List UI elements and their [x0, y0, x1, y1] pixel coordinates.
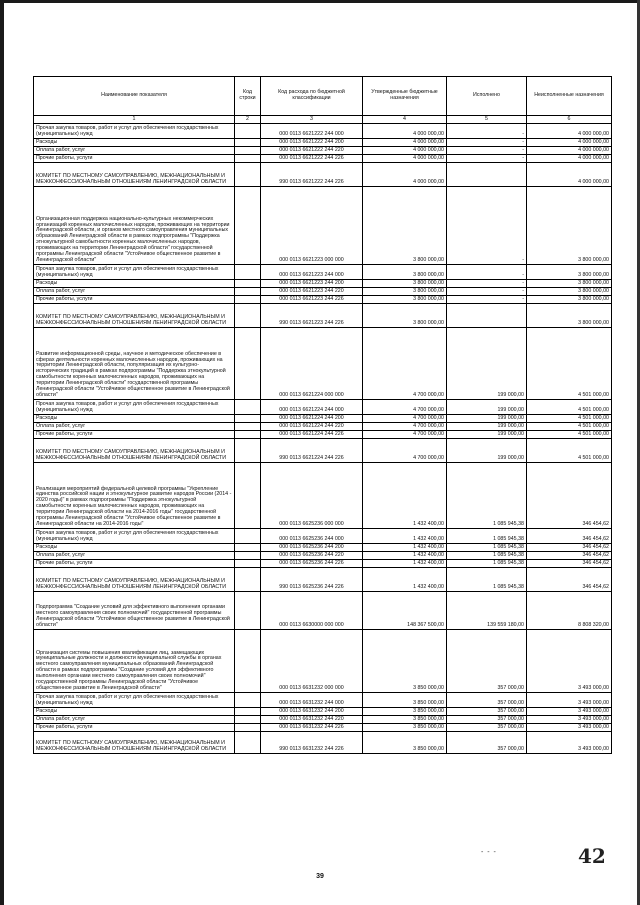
row-remaining: 346 454,62	[527, 552, 612, 560]
header-name: Наименование показателя	[34, 77, 235, 116]
row-approved: 4 700 000,00	[363, 400, 447, 415]
row-budget-code: 000 0113 6621223 244 226	[261, 296, 363, 304]
header-executed: Исполнено	[447, 77, 527, 116]
header-budget-code: Код расхода по бюджетной классификации	[261, 77, 363, 116]
table-row	[34, 155, 612, 163]
row-executed	[447, 304, 527, 328]
row-remaining: 4 000 000,00	[527, 155, 612, 163]
row-remaining: 3 493 000,00	[527, 724, 612, 732]
row-line-code	[235, 296, 261, 304]
row-line-code	[235, 592, 261, 630]
row-budget-code: 000 0113 6625236 244 000	[261, 529, 363, 544]
row-remaining: 3 800 000,00	[527, 187, 612, 265]
table-row	[34, 304, 612, 328]
row-name: КОМИТЕТ ПО МЕСТНОМУ САМОУПРАВЛЕНИЮ, МЕЖНАЦИОНАЛЬНЫМ И МЕЖКОНФЕССИОНАЛЬНЫМ ОТНОШЕНИЯМ ЛЕНИНГРАДСКОЙ ОБЛАСТИ	[34, 568, 235, 592]
table-header-row	[34, 77, 612, 116]
row-remaining: 3 800 000,00	[527, 304, 612, 328]
row-line-code	[235, 732, 261, 754]
row-approved: 1 432 400,00	[363, 568, 447, 592]
row-remaining: 4 501 000,00	[527, 328, 612, 400]
row-line-code	[235, 568, 261, 592]
row-remaining: 4 000 000,00	[527, 124, 612, 139]
row-line-code	[235, 431, 261, 439]
row-line-code	[235, 288, 261, 296]
row-executed: -	[447, 147, 527, 155]
row-executed: -	[447, 139, 527, 147]
table-row	[34, 147, 612, 155]
table-row	[34, 400, 612, 415]
page-mark: - - -	[481, 849, 497, 856]
row-approved: 4 700 000,00	[363, 415, 447, 423]
row-name: Прочие работы, услуги	[34, 560, 235, 568]
row-remaining: 3 800 000,00	[527, 296, 612, 304]
row-name: КОМИТЕТ ПО МЕСТНОМУ САМОУПРАВЛЕНИЮ, МЕЖНАЦИОНАЛЬНЫМ И МЕЖКОНФЕССИОНАЛЬНЫМ ОТНОШЕНИЯМ ЛЕНИНГРАДСКОЙ ОБЛАСТИ	[34, 439, 235, 463]
row-line-code	[235, 400, 261, 415]
row-name: Прочие работы, услуги	[34, 431, 235, 439]
page-number: 39	[316, 873, 324, 880]
table-row	[34, 552, 612, 560]
row-executed: 357 000,00	[447, 732, 527, 754]
row-name: Прочая закупка товаров, работ и услуг для обеспечения государственных (муниципальных) нужд	[34, 265, 235, 280]
row-approved: 4 000 000,00	[363, 147, 447, 155]
row-budget-code: 000 0113 6621222 244 200	[261, 139, 363, 147]
row-name: Прочие работы, услуги	[34, 724, 235, 732]
table-row	[34, 529, 612, 544]
table-body	[34, 124, 612, 754]
header-line-code: Код строки	[235, 77, 261, 116]
row-name: Расходы	[34, 280, 235, 288]
row-line-code	[235, 265, 261, 280]
row-budget-code: 000 0113 6621223 244 200	[261, 280, 363, 288]
row-budget-code: 000 0113 6625236 000 000	[261, 463, 363, 529]
row-executed: -	[447, 296, 527, 304]
row-budget-code: 990 0113 6625236 244 226	[261, 568, 363, 592]
row-approved: 1 432 400,00	[363, 552, 447, 560]
row-budget-code: 990 0113 6631232 244 226	[261, 732, 363, 754]
row-remaining: 3 493 000,00	[527, 732, 612, 754]
row-approved: 3 850 000,00	[363, 716, 447, 724]
row-budget-code: 000 0113 6621224 244 200	[261, 415, 363, 423]
table-row	[34, 423, 612, 431]
scan-edge-top	[0, 0, 640, 3]
row-line-code	[235, 304, 261, 328]
row-name: Развитие информационной среды, научное и методическое обеспечение в сферах деятельности коренных малочисленных народов, проживающих на территории Ленинградской области, популяризация их культурно-исторических традиций в рамках подпрограммы "Поддержка этнокультурной самобытности коренных малочисленных народов, проживающих на территории Ленинградской области" государственной программы Ленинградской области "Устойчивое общественное развитие в Ленинградской области"	[34, 328, 235, 400]
row-executed: -	[447, 124, 527, 139]
row-budget-code: 000 0113 6625236 244 220	[261, 552, 363, 560]
row-remaining: 4 000 000,00	[527, 163, 612, 187]
row-name: Оплата работ, услуг	[34, 288, 235, 296]
row-line-code	[235, 724, 261, 732]
table-row	[34, 431, 612, 439]
row-approved: 1 432 400,00	[363, 529, 447, 544]
row-approved: 4 000 000,00	[363, 155, 447, 163]
row-line-code	[235, 124, 261, 139]
row-line-code	[235, 439, 261, 463]
row-executed: 199 000,00	[447, 439, 527, 463]
table-row	[34, 124, 612, 139]
row-remaining: 4 501 000,00	[527, 415, 612, 423]
table-row	[34, 328, 612, 400]
row-remaining: 3 800 000,00	[527, 288, 612, 296]
row-line-code	[235, 155, 261, 163]
row-executed: 199 000,00	[447, 431, 527, 439]
table-row	[34, 187, 612, 265]
row-line-code	[235, 552, 261, 560]
row-approved: 4 700 000,00	[363, 431, 447, 439]
header-approved: Утвержденные бюджетные назначения	[363, 77, 447, 116]
row-executed: 357 000,00	[447, 708, 527, 716]
row-remaining: 346 454,62	[527, 568, 612, 592]
table-row	[34, 288, 612, 296]
row-line-code	[235, 529, 261, 544]
row-name: Прочая закупка товаров, работ и услуг для обеспечения государственных (муниципальных) нужд	[34, 400, 235, 415]
row-executed: -	[447, 187, 527, 265]
row-remaining: 346 454,62	[527, 560, 612, 568]
row-executed: 199 000,00	[447, 423, 527, 431]
row-approved: 4 000 000,00	[363, 163, 447, 187]
row-remaining: 346 454,62	[527, 544, 612, 552]
row-remaining: 4 000 000,00	[527, 147, 612, 155]
table-row	[34, 265, 612, 280]
row-executed: 1 085 945,38	[447, 529, 527, 544]
table-row	[34, 693, 612, 708]
row-remaining: 3 493 000,00	[527, 630, 612, 693]
row-budget-code: 000 0113 6621222 244 220	[261, 147, 363, 155]
row-approved: 3 850 000,00	[363, 693, 447, 708]
row-executed: -	[447, 280, 527, 288]
table-row	[34, 568, 612, 592]
column-number-row	[34, 116, 612, 124]
row-line-code	[235, 463, 261, 529]
column-number: 3	[261, 116, 363, 124]
table-row	[34, 163, 612, 187]
row-executed: 1 085 945,38	[447, 568, 527, 592]
table-row	[34, 708, 612, 716]
column-number: 4	[363, 116, 447, 124]
row-executed: 1 085 945,38	[447, 463, 527, 529]
row-approved: 4 700 000,00	[363, 423, 447, 431]
scan-edge-left	[0, 0, 4, 905]
row-remaining: 4 501 000,00	[527, 400, 612, 415]
row-line-code	[235, 693, 261, 708]
row-executed: 357 000,00	[447, 716, 527, 724]
row-budget-code: 000 0113 6621222 244 000	[261, 124, 363, 139]
row-name: Подпрограмма "Создание условий для эффективного выполнения органами местного самоуправления своих полномочий" государственной программы Ленинградской области "Устойчивое общественное развитие в Ленинградской области"	[34, 592, 235, 630]
table-row	[34, 463, 612, 529]
row-budget-code: 990 0113 6621224 244 226	[261, 439, 363, 463]
row-executed: 1 085 945,38	[447, 560, 527, 568]
row-approved: 4 000 000,00	[363, 139, 447, 147]
row-remaining: 4 501 000,00	[527, 423, 612, 431]
row-name: Оплата работ, услуг	[34, 147, 235, 155]
row-budget-code: 000 0113 6621223 244 220	[261, 288, 363, 296]
row-approved: 1 432 400,00	[363, 544, 447, 552]
row-remaining: 4 501 000,00	[527, 431, 612, 439]
row-name: КОМИТЕТ ПО МЕСТНОМУ САМОУПРАВЛЕНИЮ, МЕЖНАЦИОНАЛЬНЫМ И МЕЖКОНФЕССИОНАЛЬНЫМ ОТНОШЕНИЯМ ЛЕНИНГРАДСКОЙ ОБЛАСТИ	[34, 732, 235, 754]
table-row	[34, 716, 612, 724]
row-approved: 3 800 000,00	[363, 280, 447, 288]
row-executed: 199 000,00	[447, 328, 527, 400]
row-approved: 3 800 000,00	[363, 265, 447, 280]
row-name: Прочие работы, услуги	[34, 155, 235, 163]
table-row	[34, 439, 612, 463]
row-approved: 3 800 000,00	[363, 187, 447, 265]
row-approved: 3 850 000,00	[363, 630, 447, 693]
row-executed	[447, 163, 527, 187]
row-executed: -	[447, 265, 527, 280]
row-line-code	[235, 716, 261, 724]
column-number: 5	[447, 116, 527, 124]
row-budget-code: 990 0113 6621223 244 226	[261, 304, 363, 328]
row-line-code	[235, 328, 261, 400]
row-budget-code: 000 0113 6621224 244 226	[261, 431, 363, 439]
row-executed: 139 559 180,00	[447, 592, 527, 630]
row-executed: 1 085 945,38	[447, 552, 527, 560]
row-line-code	[235, 139, 261, 147]
row-name: Оплата работ, услуг	[34, 423, 235, 431]
row-approved: 4 700 000,00	[363, 439, 447, 463]
row-executed: 357 000,00	[447, 693, 527, 708]
row-approved: 1 432 400,00	[363, 560, 447, 568]
row-budget-code: 000 0113 6621222 244 226	[261, 155, 363, 163]
row-remaining: 3 493 000,00	[527, 693, 612, 708]
row-line-code	[235, 708, 261, 716]
row-remaining: 3 800 000,00	[527, 280, 612, 288]
row-executed: -	[447, 288, 527, 296]
row-executed: 199 000,00	[447, 415, 527, 423]
header-remaining: Неисполненные назначения	[527, 77, 612, 116]
row-name: Прочая закупка товаров, работ и услуг для обеспечения государственных (муниципальных) нужд	[34, 124, 235, 139]
row-budget-code: 000 0113 6625236 244 226	[261, 560, 363, 568]
budget-execution-table	[33, 76, 612, 754]
table-row	[34, 139, 612, 147]
row-line-code	[235, 560, 261, 568]
row-budget-code: 000 0113 6621224 244 000	[261, 400, 363, 415]
row-budget-code: 000 0113 6621223 000 000	[261, 187, 363, 265]
row-remaining: 346 454,62	[527, 463, 612, 529]
row-remaining: 8 808 320,00	[527, 592, 612, 630]
row-name: КОМИТЕТ ПО МЕСТНОМУ САМОУПРАВЛЕНИЮ, МЕЖНАЦИОНАЛЬНЫМ И МЕЖКОНФЕССИОНАЛЬНЫМ ОТНОШЕНИЯМ ЛЕНИНГРАДСКОЙ ОБЛАСТИ	[34, 304, 235, 328]
row-approved: 148 367 500,00	[363, 592, 447, 630]
row-budget-code: 000 0113 6631232 244 000	[261, 693, 363, 708]
row-executed: 357 000,00	[447, 724, 527, 732]
row-remaining: 3 800 000,00	[527, 265, 612, 280]
row-name: Расходы	[34, 415, 235, 423]
row-approved: 3 850 000,00	[363, 708, 447, 716]
row-line-code	[235, 163, 261, 187]
table-row	[34, 560, 612, 568]
row-name: Реализация мероприятий федеральной целевой программы "Укрепление единства российской нации и этнокультурное развитие народов России (2014 - 2020 годы)" в рамках подпрограммы "Поддержка этнокультурной самобытности коренных малочисленных народов, проживающих на территории Ленинградской области на 2014-2016 годы" государственной программы Ленинградской области "Устойчивое общественное развитие в Ленинградской области на 2014-2016 годы"	[34, 463, 235, 529]
row-approved: 4 700 000,00	[363, 328, 447, 400]
row-name: Прочая закупка товаров, работ и услуг для обеспечения государственных (муниципальных) нужд	[34, 693, 235, 708]
row-approved: 3 800 000,00	[363, 288, 447, 296]
row-name: Расходы	[34, 544, 235, 552]
row-approved: 4 000 000,00	[363, 124, 447, 139]
row-budget-code: 000 0113 6631232 000 000	[261, 630, 363, 693]
row-executed: 1 085 945,38	[447, 544, 527, 552]
row-line-code	[235, 423, 261, 431]
row-remaining: 4 501 000,00	[527, 439, 612, 463]
row-name: Расходы	[34, 139, 235, 147]
row-name: Прочая закупка товаров, работ и услуг для обеспечения государственных (муниципальных) нужд	[34, 529, 235, 544]
row-name: Организация системы повышения квалификации лиц, замещающих муниципальные должности и должности муниципальной службы в органах местного самоуправления муниципальных образований Ленинградской области в рамках подпрограммы "Создание условий для эффективного выполнения органами местного самоуправления своих полномочий" государственной программы Ленинградской области "Устойчивое общественное развитие в Ленинградской области"	[34, 630, 235, 693]
row-approved: 3 800 000,00	[363, 296, 447, 304]
column-number: 2	[235, 116, 261, 124]
table-row	[34, 630, 612, 693]
row-executed: -	[447, 155, 527, 163]
row-name: КОМИТЕТ ПО МЕСТНОМУ САМОУПРАВЛЕНИЮ, МЕЖНАЦИОНАЛЬНЫМ И МЕЖКОНФЕССИОНАЛЬНЫМ ОТНОШЕНИЯМ ЛЕНИНГРАДСКОЙ ОБЛАСТИ	[34, 163, 235, 187]
row-remaining: 3 493 000,00	[527, 708, 612, 716]
row-remaining: 4 000 000,00	[527, 139, 612, 147]
row-approved: 3 850 000,00	[363, 724, 447, 732]
row-budget-code: 000 0113 6630000 000 000	[261, 592, 363, 630]
table-row	[34, 724, 612, 732]
row-executed: 357 000,00	[447, 630, 527, 693]
row-budget-code: 000 0113 6631232 244 226	[261, 724, 363, 732]
row-line-code	[235, 147, 261, 155]
row-name: Оплата работ, услуг	[34, 716, 235, 724]
row-budget-code: 990 0113 6621222 244 226	[261, 163, 363, 187]
row-approved: 3 850 000,00	[363, 732, 447, 754]
table-row	[34, 592, 612, 630]
row-line-code	[235, 415, 261, 423]
row-line-code	[235, 280, 261, 288]
row-budget-code: 000 0113 6621223 244 000	[261, 265, 363, 280]
row-name: Прочие работы, услуги	[34, 296, 235, 304]
table-row	[34, 296, 612, 304]
row-remaining: 3 493 000,00	[527, 716, 612, 724]
row-budget-code: 000 0113 6621224 244 220	[261, 423, 363, 431]
handwritten-page-number: 42	[578, 844, 606, 868]
table-row	[34, 280, 612, 288]
table-row	[34, 415, 612, 423]
row-remaining: 346 454,62	[527, 529, 612, 544]
row-name: Оплата работ, услуг	[34, 552, 235, 560]
column-number: 6	[527, 116, 612, 124]
row-budget-code: 000 0113 6621224 000 000	[261, 328, 363, 400]
table-row	[34, 732, 612, 754]
row-line-code	[235, 630, 261, 693]
table-row	[34, 544, 612, 552]
row-budget-code: 000 0113 6631232 244 220	[261, 716, 363, 724]
column-number: 1	[34, 116, 235, 124]
row-budget-code: 000 0113 6625236 244 200	[261, 544, 363, 552]
row-line-code	[235, 187, 261, 265]
row-approved: 3 800 000,00	[363, 304, 447, 328]
row-name: Расходы	[34, 708, 235, 716]
row-line-code	[235, 544, 261, 552]
row-budget-code: 000 0113 6631232 244 200	[261, 708, 363, 716]
row-approved: 1 432 400,00	[363, 463, 447, 529]
row-executed: 199 000,00	[447, 400, 527, 415]
row-name: Организационная поддержка национально-культурных некоммерческих организаций коренных малочисленных народов, проживающих на территории Ленинградской области, и органов местного самоуправления муниципальных образований Ленинградской области в рамках подпрограммы "Поддержка этнокультурной самобытности коренных малочисленных народов, проживающих на территории Ленинградской области" государственной программы Ленинградской области "Устойчивое общественное развитие в Ленинградской области"	[34, 187, 235, 265]
